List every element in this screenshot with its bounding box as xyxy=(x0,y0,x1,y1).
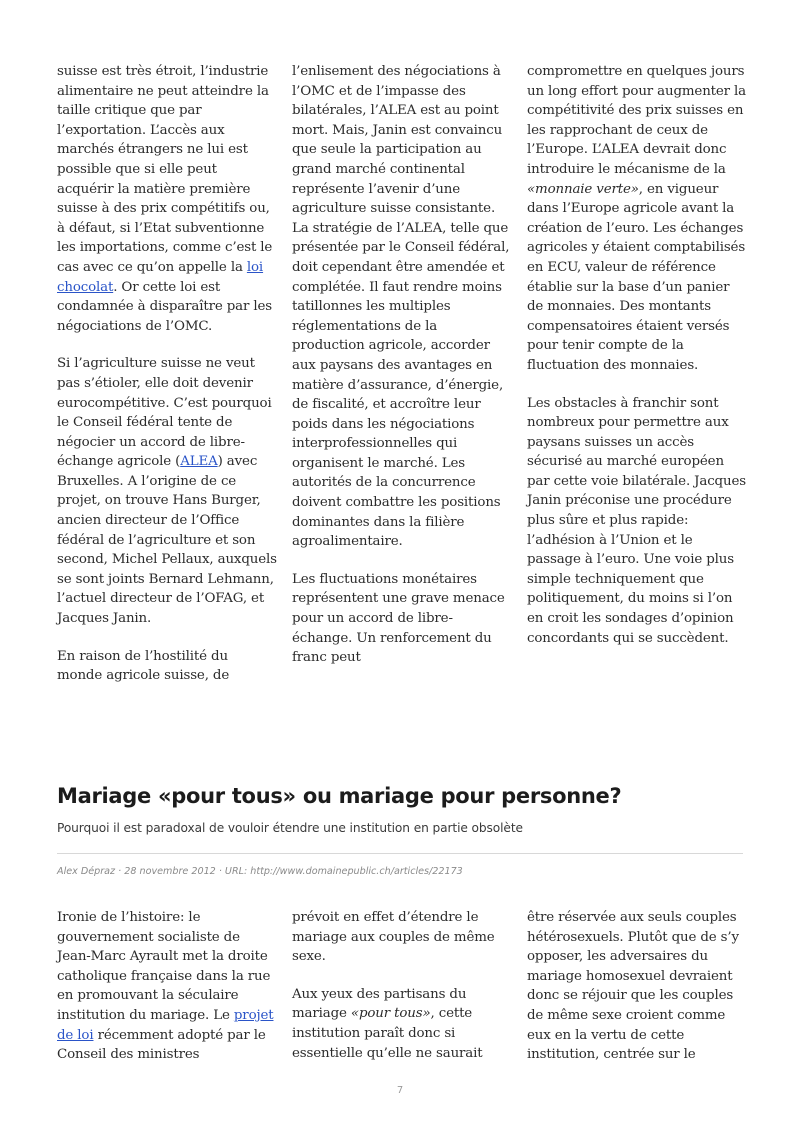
paragraph: Les fluctuations monétaires représentent une grave menace pour un accord de libre-échange. Un renforcement du franc peut xyxy=(292,571,505,666)
paragraph: compromettre en quelques jours un long effort pour augmenter la compétitivité des prix suisses en les rapprochant de ceux de l’Europe. L’ALEA devrait donc introduire le mécanisme de la «monnaie verte», en vigueur dans l’Europe agricole avant la création de l’euro. Les échanges agricoles y étaient comptabilisés en ECU, valeur de référence établie sur la base d’un panier de monnaies. Des montants compensatoires étaient versés pour tenir compte de la fluctuation des monnaies. xyxy=(527,64,747,373)
alea-link[interactable]: ALEA xyxy=(180,454,218,470)
paragraph: Ironie de l’histoire: le gouvernement socialiste de Jean-Marc Ayrault met la droite catholique française dans la rue en promouvant la séculaire institution du mariage. Le projet de loi récemment adopté par le Conseil des ministres xyxy=(57,910,274,1063)
paragraph: Si l’agriculture suisse ne veut pas s’étioler, elle doit devenir eurocompétitive. C’est pourquoi le Conseil fédéral tente de négocier un accord de libre-échange agricole (ALEA) avec Bruxelles. A l’origine de ce projet, on trouve Hans Burger, ancien directeur de l’Office fédéral de l’agriculture et son second, Michel Pellaux, auxquels se sont joints Bernard Lehmann, l’actuel directeur de l’OFAG, et Jacques Janin. xyxy=(57,356,277,627)
column-3-previous-article xyxy=(527,62,747,666)
paragraph: Les obstacles à franchir sont nombreux pour permettre aux paysans suisses un accès sécurisé au marché européen par cette voie bilatérale. Jacques Janin préconise une procédure plus sûre et plus rapide: l’adhésion à l’Union et le passage à l’euro. Une voie plus simple techniquement que politiquement, du moins si l’on en croit les sondages d’opinion concordants qui se succèdent. xyxy=(527,395,746,646)
paragraph: Aux yeux des partisans du mariage «pour tous», cette institution paraît donc si essentielle qu’elle ne saurait xyxy=(292,986,483,1061)
column-2-article xyxy=(292,908,512,1081)
article-meta: Alex Dépraz · 28 novembre 2012 · URL: http://www.domainepublic.ch/articles/22173 xyxy=(57,866,463,877)
paragraph: prévoit en effet d’étendre le mariage aux couples de même sexe. xyxy=(292,910,495,965)
page-number: 7 xyxy=(396,1085,404,1096)
projet-de-loi-link[interactable]: projet de loi xyxy=(57,1007,274,1043)
article-subtitle: Pourquoi il est paradoxal de vouloir étendre une institution en partie obsolète xyxy=(57,821,523,835)
paragraph: être réservée aux seuls couples hétérosexuels. Plutôt que de s’y opposer, les adversaires du mariage homosexuel devraient donc se réjouir que les couples de même sexe croient comme eux en la vertu de cette institution, centrée sur le xyxy=(527,910,739,1063)
column-1-article xyxy=(57,908,277,1083)
loi-chocolat-link[interactable]: loi chocolat xyxy=(57,259,264,295)
paragraph: En raison de l’hostilité du monde agricole suisse, de xyxy=(57,648,230,684)
paragraph: suisse est très étroit, l’industrie alimentaire ne peut atteindre la taille critique que par l’exportation. L’accès aux marchés étrangers ne lui est possible que si elle peut acquérir la matière première suisse à des prix compétitifs ou, à défaut, si l’Etat subventionne les importations, comme c’est le cas avec ce qu’on appelle la loi chocolat. Or cette loi est condamnée à disparaître par les négociations de l’OMC. xyxy=(57,64,273,334)
column-2-previous-article xyxy=(292,62,512,686)
column-1-previous-article xyxy=(57,62,277,704)
column-3-article xyxy=(527,908,747,1083)
divider xyxy=(57,853,743,854)
paragraph: l’enlisement des négociations à l’OMC et de l’impasse des bilatérales, l’ALEA est au point mort. Mais, Janin est convaincu que seule la participation au grand marché continental représente l’avenir d’une agriculture suisse consistante. La stratégie de l’ALEA, telle que présentée par le Conseil fédéral, doit cependant être amendée et complétée. Il faut rendre moins tatillonnes les multiples réglementations de la production agricole, accorder aux paysans des avantages en matière d’assurance, d’énergie, de fiscalité, et accroître leur poids dans les négociations interprofessionnelles qui organisent le marché. Les autorités de la concurrence doivent combattre les positions dominantes dans la filière agroalimentaire. xyxy=(292,64,510,550)
article-title: Mariage «pour tous» ou mariage pour personne? xyxy=(57,784,622,808)
